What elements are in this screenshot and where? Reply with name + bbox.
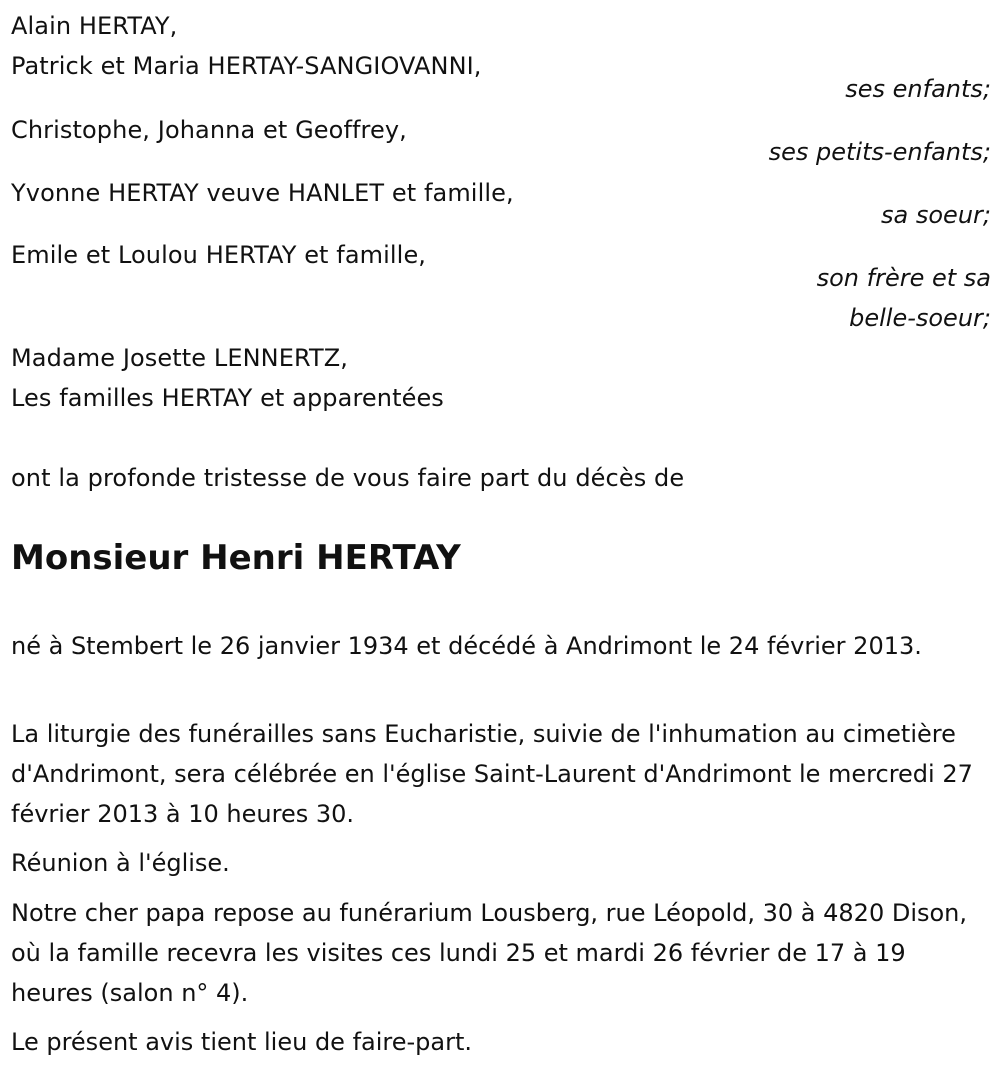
family-name-line: Patrick et Maria HERTAY-SANGIOVANNI, — [11, 52, 482, 80]
meeting-info: Réunion à l'église. — [11, 849, 230, 877]
relation-label: son frère et sa — [816, 264, 991, 292]
family-name-line: Les familles HERTAY et apparentées — [11, 384, 444, 412]
deceased-name: Monsieur Henri HERTAY — [11, 538, 461, 578]
relation-label: belle-soeur; — [849, 304, 991, 332]
family-name-line: Madame Josette LENNERTZ, — [11, 344, 349, 372]
birth-death-info: né à Stembert le 26 janvier 1934 et décédé à Andrimont le 24 février 2013. — [11, 632, 922, 660]
funeral-liturgy-info: La liturgie des funérailles sans Eucharistie, suivie de l'inhumation au cimetière d'Andrimont, sera célébrée en l'église Saint-Laurent d'Andrimont le mercredi 27 février 2013 à 10 heures 30. — [11, 720, 973, 828]
relation-label: ses petits-enfants; — [768, 138, 991, 166]
family-name-line: Emile et Loulou HERTAY et famille, — [11, 241, 427, 269]
relation-label: ses enfants; — [845, 75, 991, 103]
relation-label: sa soeur; — [881, 201, 991, 229]
family-name-line: Alain HERTAY, — [11, 12, 178, 40]
funerarium-visit-info: Notre cher papa repose au funérarium Lousberg, rue Léopold, 30 à 4820 Dison, où la famille recevra les visites ces lundi 25 et mardi 26 février de 17 à 19 heures (salon n° 4). — [11, 899, 968, 1007]
announcement-intro: ont la profonde tristesse de vous faire part du décès de — [11, 464, 685, 492]
family-name-line: Christophe, Johanna et Geoffrey, — [11, 116, 407, 144]
notice-footer: Le présent avis tient lieu de faire-part. — [11, 1028, 473, 1056]
family-name-line: Yvonne HERTAY veuve HANLET et famille, — [11, 179, 514, 207]
